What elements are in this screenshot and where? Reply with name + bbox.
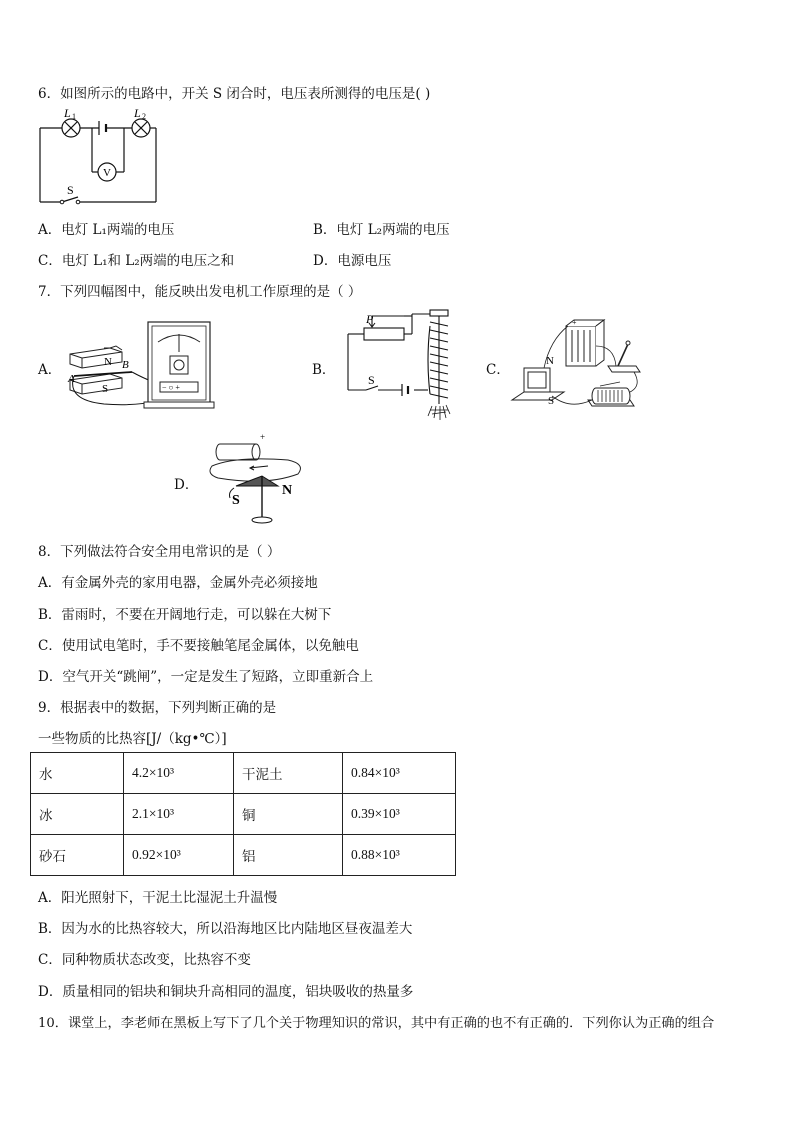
lamp-l2-icon: [132, 119, 150, 137]
q9-option-d: D．质量相同的铝块和铜块升高相同的温度，铝块吸收的热量多: [38, 984, 414, 1000]
table-cell: 砂石: [31, 835, 124, 876]
q7-figure-a-galvanometer: [64, 318, 220, 412]
q7-label-d: D．: [174, 477, 199, 493]
battery-icon: [99, 121, 106, 135]
q6-stem: 6．如图所示的电路中，开关 S 闭合时，电压表所测得的电压是( ): [38, 86, 431, 102]
q8-option-c: C．使用试电笔时，手不要接触笔尾金属体，以免触电: [38, 638, 359, 654]
table-row: [31, 794, 456, 835]
l1-label: L: [64, 106, 71, 120]
table-cell: 0.88×10³: [343, 835, 456, 876]
fig-a-a: A: [68, 373, 75, 385]
fig-d-s: S: [232, 493, 240, 508]
fig-a-s: S: [102, 383, 109, 395]
q7-label-c: C．: [486, 362, 510, 378]
specific-heat-table: [30, 752, 456, 876]
q8-option-d: D．空气开关“跳闸”，一定是发生了短路，立即重新合上: [38, 669, 374, 685]
q6-option-a: A．电灯 L₁两端的电压: [38, 222, 175, 238]
table-cell: 冰: [31, 794, 124, 835]
q6-option-d: D．电源电压: [313, 253, 392, 269]
fig-b-s: S: [368, 373, 375, 387]
svg-text:+: +: [260, 432, 266, 442]
svg-text:− ○ +: − ○ +: [162, 383, 180, 392]
fig-b-p: P: [366, 312, 374, 326]
table-cell: 4.2×10³: [124, 753, 234, 794]
fig-c-s: S: [548, 395, 555, 407]
q7-label-a: A．: [38, 362, 62, 378]
q9-option-a: A．阳光照射下，干泥土比湿泥土升温慢: [38, 890, 278, 906]
q7-figure-d-oersted: [206, 430, 308, 530]
voltmeter-label: V: [103, 167, 111, 179]
q8-stem: 8．下列做法符合安全用电常识的是（ ）: [38, 544, 281, 560]
q9-stem: 9．根据表中的数据，下列判断正确的是: [38, 700, 277, 716]
table-row: [31, 835, 456, 876]
q10-stem: 10．课堂上，李老师在黑板上写下了几个关于物理知识的常识，其中有正确的也不有正确的．下列你认为正确的组合: [38, 1016, 715, 1031]
q7-figure-b-electromagnet: [342, 308, 462, 426]
galvanometer-icon: [144, 322, 214, 408]
fig-c-n: N: [546, 355, 554, 367]
fig-a-b: B: [122, 359, 129, 371]
fig-d-n: N: [282, 483, 293, 498]
l1-subscript: 1: [72, 112, 76, 121]
q8-option-a: A．有金属外壳的家用电器，金属外壳必须接地: [38, 575, 318, 591]
table-cell: 0.84×10³: [343, 753, 456, 794]
coil-icon: [428, 310, 448, 404]
q7-figure-c-motor: [510, 316, 644, 418]
table-cell: 铜: [234, 794, 343, 835]
l2-subscript: 2: [142, 112, 146, 121]
svg-text:+: +: [572, 318, 577, 327]
switch-label: S: [67, 183, 74, 197]
q7-stem: 7．下列四幅图中，能反映出发电机工作原理的是（ ）: [38, 284, 362, 300]
table-cell: 水: [31, 753, 124, 794]
q6-option-c: C．电灯 L₁和 L₂两端的电压之和: [38, 253, 235, 269]
q6-circuit-figure: [36, 104, 166, 210]
q9-option-c: C．同种物质状态改变，比热容不变: [38, 952, 251, 968]
iron-filings-icon: [428, 405, 450, 420]
table-cell: 0.92×10³: [124, 835, 234, 876]
l2-label: L: [134, 106, 141, 120]
table-row: [31, 753, 456, 794]
q7-label-b: B．: [312, 362, 336, 378]
q9-option-b: B．因为水的比热容较大，所以沿海地区比内陆地区昼夜温差大: [38, 921, 413, 937]
table-cell: 2.1×10³: [124, 794, 234, 835]
lamp-l1-icon: [62, 119, 80, 137]
q8-option-b: B．雷雨时，不要在开阔地行走，可以躲在大树下: [38, 607, 332, 623]
fig-a-n: N: [104, 356, 112, 368]
table-cell: 铝: [234, 835, 343, 876]
q9-table-title: 一些物质的比热容[J/（kg•℃）]: [38, 731, 227, 747]
table-cell: 干泥土: [234, 753, 343, 794]
q6-option-b: B．电灯 L₂两端的电压: [313, 222, 450, 238]
table-cell: 0.39×10³: [343, 794, 456, 835]
